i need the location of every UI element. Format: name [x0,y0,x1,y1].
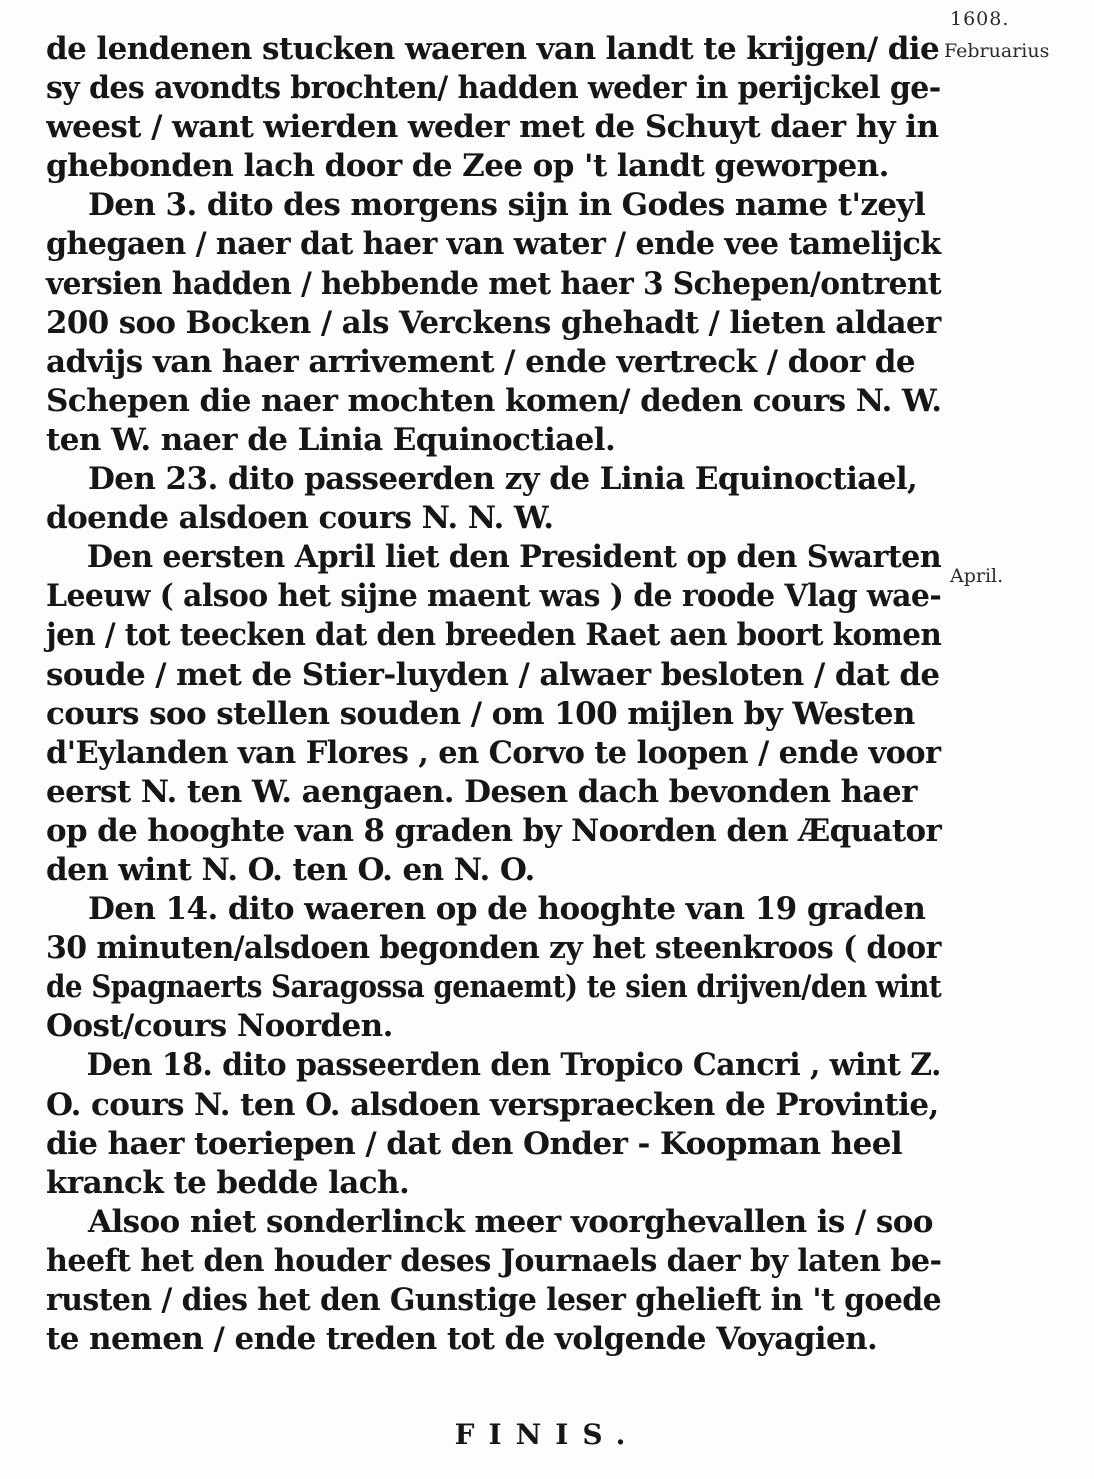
text-line: eerst N. ten W. aengaen. Desen dach bevonden haer [46,773,917,810]
text-line: ghegaen / naer dat haer van water / ende vee tamelijck [46,226,941,263]
text-line: rusten / dies het den Gunstige leser ghelieft in 't goede [46,1282,942,1318]
finis-heading: FINIS. [454,1418,640,1451]
text-line: Leeuw ( alsoo het sijne maent was ) de roode Vlag wae- [46,578,942,615]
text-line: de Spagnaerts Saragossa genaemt) te sien drijven/den wint [46,969,942,1006]
text-line: heeft het den houder deses Journaels daer by laten be- [46,1242,942,1279]
text-line: Den 23. dito passeerden zy de Linia Equinoctiael, [88,461,918,498]
text-line: Den 14. dito waeren op de hooghte van 19 graden [88,891,926,928]
text-line: Alsoo niet sonderlinck meer voorghevallen is / soo [88,1203,933,1240]
text-line: die haer toeriepen / dat den Onder - Koopman heel [46,1125,903,1162]
text-line: Den eersten April liet den President op den Swarten [86,539,942,576]
text-line: Schepen die naer mochten komen/ deden cours N. W. [46,382,941,419]
text-line: jen / tot teecken dat den breeden Raet aen boort komen [46,617,942,654]
text-line: O. cours N. ten O. alsdoen verspraecken de Provintie, [46,1086,939,1123]
text-line: Den 3. dito des morgens sijn in Godes name t'zeyl [88,187,926,224]
margin-month: Februarius [944,40,1050,62]
text-line: op de hooghte van 8 graden by Noorden den Æquator [46,812,942,849]
text-line: 30 minuten/alsdoen begonden zy het steenkroos ( door [46,930,941,967]
text-line: versien hadden / hebbende met haer 3 Schepen/ontrent [46,265,942,302]
text-line: kranck te bedde lach. [46,1164,410,1201]
text-line: te nemen / ende treden tot de volgende Voyagien. [46,1321,878,1358]
margin-april: April. [950,565,1004,587]
text-line: ghebonden lach door de Zee op 't landt geworpen. [46,148,889,185]
text-line: advijs van haer arrivement / ende vertreck / door de [46,343,915,380]
text-line: cours soo stellen souden / om 100 mijlen by Westen [46,695,915,732]
margin-year: 1608. [950,8,1010,30]
text-line: d'Eylanden van Flores , en Corvo te loopen / ende voor [46,734,941,771]
text-line: sy des avondts brochten/ hadden weder in perijckel ge- [46,70,941,107]
text-line: Oost/cours Noorden. [46,1008,393,1045]
text-line: den wint N. O. ten O. en N. O. [46,851,535,888]
text-line: de lendenen stucken waeren van landt te krijgen/ die [46,31,940,67]
text-line: weest / want wierden weder met de Schuyt daer hy in [46,109,939,146]
body-text [46,30,941,1359]
text-line: soude / met de Stier-luyden / alwaer besloten / dat de [46,656,940,693]
text-line: 200 soo Bocken / als Verckens ghehadt / lieten aldaer [46,304,941,341]
text-line: ten W. naer de Linia Equinoctiael. [46,421,616,458]
text-line: doende alsdoen cours N. N. W. [46,500,554,537]
text-line: Den 18. dito passeerden den Tropico Cancri , wint Z. [86,1047,941,1084]
